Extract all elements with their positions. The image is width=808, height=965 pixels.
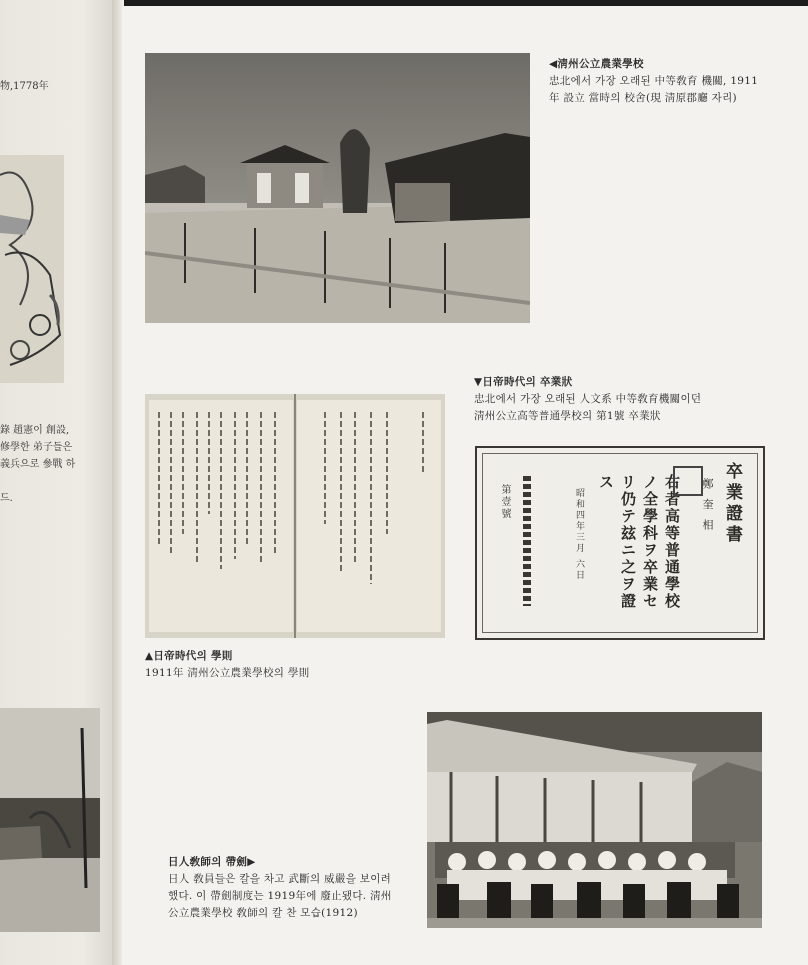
issuer-seal-text [523,476,531,606]
school-rules-photo [145,394,445,638]
diploma-caption [474,374,774,425]
diploma-name: 鄭 奎 相 [701,478,714,533]
diploma-photo [475,446,765,640]
diploma-title: 卒業證書 [722,462,742,546]
school-building-photo [145,53,530,323]
teachers-caption [168,854,428,922]
caption-line: 日人 敎員들은 칼을 차고 武斷의 威嚴을 보이려 [168,873,392,885]
teachers-group-photo [427,712,762,928]
diploma-body: 右者高等普通學校ノ全學科ヲ卒業セリ仍テ玆ニ之ヲ證ス [597,474,681,610]
caption-line: 年 設立 當時의 校舍(現 淸原郡廳 자리) [549,92,737,104]
right-page [122,6,808,965]
rules-caption [145,648,445,682]
caption-title: ▼日帝時代의 卒業狀 [474,376,573,388]
caption-title: 日人敎師의 帶劍▶ [168,856,256,868]
diploma-number: 第壹號 [499,484,510,520]
left-text-fragment: 物,1778年 [0,81,49,92]
school-photo-caption [549,56,799,107]
left-text-fragment: 드. [0,493,13,504]
left-page [0,0,118,965]
diploma-date: 昭和四年三月 六日 [574,488,584,581]
caption-line: 1911年 淸州公立農業學校의 學則 [145,667,310,679]
left-text-fragment: 修學한 弟子들은 [0,442,73,453]
caption-line: 忠北에서 가장 오래된 中等敎育 機關, 1911 [549,75,759,87]
caption-title: ▲日帝時代의 學則 [145,650,233,662]
caption-title: ◀淸州公立農業學校 [549,58,644,70]
caption-line: 公立農業學校 敎師의 칼 찬 모습(1912) [168,907,358,919]
left-street-photo [0,708,100,932]
left-painting-photo [0,155,64,383]
caption-line: 忠北에서 가장 오래된 人文系 中等敎育機關이던 [474,393,702,405]
left-text-fragment: 義兵으로 參戰 하 [0,459,76,470]
caption-line: 했다. 이 帶劍制度는 1919年에 廢止됐다. 淸州 [168,890,392,902]
caption-line: 淸州公立高等普通學校의 第1號 卒業狀 [474,410,661,422]
left-text-fragment: 錄 趙憲이 創設, [0,425,70,436]
photo-stamp-box [673,466,703,496]
